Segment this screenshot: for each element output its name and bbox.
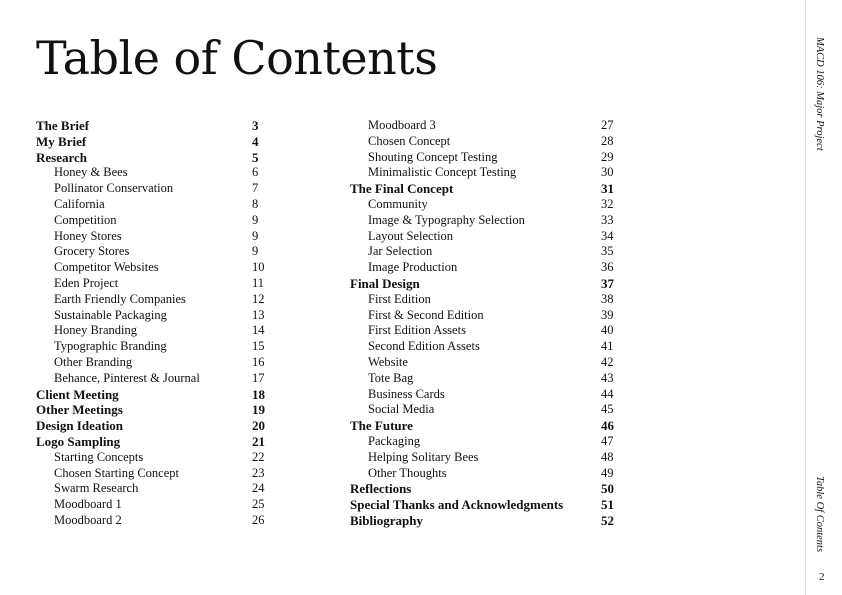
toc-entry-title: The Brief	[36, 118, 90, 133]
toc-entry-title: Swarm Research	[54, 481, 139, 496]
toc-subsection-row	[36, 308, 276, 324]
running-header-project: MACD 106: Major Project	[814, 37, 825, 151]
toc-subsection-row	[36, 244, 276, 260]
toc-entry-page: 45	[601, 402, 614, 417]
toc-subsection-row	[350, 292, 630, 308]
toc-subsection-row	[350, 308, 630, 324]
toc-entry-title: Reflections	[350, 481, 412, 497]
toc-subsection-row	[350, 355, 630, 371]
toc-subsection-row	[36, 197, 276, 213]
toc-entry-page: 18	[252, 386, 265, 402]
toc-entry-title: Eden Project	[54, 275, 119, 290]
toc-entry-page: 6	[252, 165, 259, 180]
toc-entry-page: 4	[252, 133, 259, 149]
toc-subsection-row	[350, 371, 630, 387]
toc-entry-page: 20	[252, 418, 265, 434]
toc-entry-page: 5	[252, 149, 259, 165]
toc-entry-page: 38	[601, 291, 614, 306]
toc-subsection-row	[350, 450, 630, 466]
toc-entry-page: 26	[252, 512, 265, 527]
toc-entry-title: Grocery Stores	[54, 244, 130, 259]
toc-subsection-row	[36, 213, 276, 229]
toc-subsection-row	[350, 244, 630, 260]
toc-subsection-row	[350, 118, 630, 134]
toc-section-row	[350, 418, 630, 434]
toc-entry-page: 31	[601, 181, 614, 197]
toc-entry-title: The Future	[350, 418, 413, 434]
toc-entry-title: Website	[368, 354, 408, 369]
toc-entry-title: Research	[36, 149, 88, 165]
toc-section-row	[350, 481, 630, 497]
toc-entry-page: 8	[252, 196, 259, 211]
toc-entry-page: 47	[601, 433, 614, 448]
toc-entry-title: My Brief	[36, 133, 87, 149]
toc-entry-page: 7	[252, 181, 259, 196]
toc-entry-title: Pollinator Conservation	[54, 181, 174, 196]
toc-subsection-row	[36, 497, 276, 513]
toc-subsection-row	[350, 260, 630, 276]
toc-section-row	[36, 150, 276, 166]
toc-subsection-row	[350, 197, 630, 213]
toc-entry-page: 49	[601, 465, 614, 480]
toc-entry-page: 3	[252, 118, 259, 133]
toc-entry-page: 12	[252, 291, 265, 306]
toc-entry-title: Image & Typography Selection	[368, 212, 525, 227]
toc-entry-page: 19	[252, 402, 265, 418]
margin-divider	[805, 0, 806, 595]
toc-entry-page: 40	[601, 323, 614, 338]
toc-entry-title: First & Second Edition	[368, 307, 484, 322]
toc-entry-title: Competition	[54, 212, 117, 227]
toc-entry-title: First Edition	[368, 291, 431, 306]
toc-subsection-row	[36, 229, 276, 245]
toc-entry-title: The Final Concept	[350, 181, 454, 197]
toc-entry-title: Other Thoughts	[368, 465, 447, 480]
toc-entry-title: Moodboard 2	[54, 512, 122, 527]
toc-section-row	[350, 276, 630, 292]
page-number: 2	[819, 571, 825, 583]
toc-entry-page: 46	[601, 418, 614, 434]
toc-subsection-row	[36, 466, 276, 482]
toc-entry-title: Other Meetings	[36, 402, 123, 418]
toc-subsection-row	[36, 481, 276, 497]
toc-column-right	[350, 118, 630, 529]
toc-entry-title: Second Edition Assets	[368, 339, 480, 354]
toc-entry-title: Moodboard 3	[368, 118, 436, 132]
toc-entry-title: Competitor Websites	[54, 260, 159, 275]
toc-entry-title: Sustainable Packaging	[54, 307, 167, 322]
toc-entry-page: 35	[601, 244, 614, 259]
toc-entry-page: 14	[252, 323, 265, 338]
toc-entry-title: Client Meeting	[36, 386, 119, 402]
toc-entry-page: 27	[601, 118, 614, 132]
toc-section-row	[36, 118, 276, 134]
running-header-section: Table Of Contents	[814, 476, 825, 553]
toc-entry-page: 24	[252, 481, 265, 496]
toc-subsection-row	[36, 513, 276, 529]
toc-entry-title: Design Ideation	[36, 418, 124, 434]
toc-entry-title: Jar Selection	[368, 244, 433, 259]
page-title: Table of Contents	[36, 31, 438, 85]
toc-subsection-row	[350, 323, 630, 339]
toc-entry-page: 22	[252, 449, 265, 464]
toc-entry-page: 25	[252, 497, 265, 512]
toc-entry-title: Typographic Branding	[54, 339, 167, 354]
toc-entry-page: 34	[601, 228, 614, 243]
toc-subsection-row	[350, 150, 630, 166]
toc-entry-title: California	[54, 196, 105, 211]
toc-entry-title: Earth Friendly Companies	[54, 291, 186, 306]
toc-subsection-row	[350, 387, 630, 403]
toc-entry-title: Other Branding	[54, 354, 133, 369]
toc-entry-title: Starting Concepts	[54, 449, 144, 464]
toc-entry-page: 32	[601, 196, 614, 211]
toc-section-row	[350, 497, 630, 513]
toc-entry-page: 50	[601, 481, 614, 497]
toc-entry-page: 13	[252, 307, 265, 322]
toc-entry-title: Image Production	[368, 260, 458, 275]
toc-entry-title: Chosen Starting Concept	[54, 465, 179, 480]
toc-entry-page: 11	[252, 275, 265, 290]
toc-entry-page: 37	[601, 275, 614, 291]
toc-entry-page: 21	[252, 433, 265, 449]
toc-entry-title: Honey Stores	[54, 228, 122, 243]
toc-subsection-row	[36, 260, 276, 276]
toc-subsection-row	[350, 229, 630, 245]
toc-entry-page: 48	[601, 449, 614, 464]
toc-subsection-row	[36, 181, 276, 197]
toc-entry-title: Special Thanks and Acknowledgments	[350, 497, 564, 513]
toc-entry-page: 17	[252, 370, 265, 385]
toc-entry-title: Business Cards	[368, 386, 445, 401]
toc-entry-title: Tote Bag	[368, 370, 414, 385]
toc-entry-page: 44	[601, 386, 614, 401]
toc-entry-title: Chosen Concept	[368, 133, 451, 148]
toc-subsection-row	[36, 276, 276, 292]
toc-section-row	[36, 134, 276, 150]
toc-entry-title: Honey Branding	[54, 323, 137, 338]
toc-subsection-row	[350, 402, 630, 418]
toc-entry-page: 15	[252, 339, 265, 354]
toc-subsection-row	[350, 213, 630, 229]
toc-entry-page: 42	[601, 354, 614, 369]
toc-entry-page: 23	[252, 465, 265, 480]
toc-subsection-row	[36, 450, 276, 466]
toc-entry-title: Final Design	[350, 275, 420, 291]
toc-subsection-row	[36, 355, 276, 371]
toc-entry-title: Helping Solitary Bees	[368, 449, 479, 464]
toc-section-row	[350, 513, 630, 529]
toc-entry-page: 9	[252, 228, 259, 243]
toc-subsection-row	[350, 466, 630, 482]
toc-entry-title: Moodboard 1	[54, 497, 122, 512]
toc-entry-title: Packaging	[368, 433, 421, 448]
toc-entry-page: 30	[601, 165, 614, 180]
toc-subsection-row	[36, 323, 276, 339]
toc-entry-title: Bibliography	[350, 512, 423, 528]
toc-section-row	[36, 418, 276, 434]
toc-section-row	[350, 181, 630, 197]
toc-entry-title: Minimalistic Concept Testing	[368, 165, 517, 180]
toc-entry-page: 16	[252, 354, 265, 369]
toc-entry-page: 41	[601, 339, 614, 354]
toc-section-row	[36, 434, 276, 450]
toc-section-row	[36, 402, 276, 418]
toc-subsection-row	[350, 165, 630, 181]
toc-subsection-row	[36, 339, 276, 355]
toc-entry-page: 29	[601, 149, 614, 164]
toc-subsection-row	[350, 339, 630, 355]
toc-entry-page: 43	[601, 370, 614, 385]
toc-entry-page: 9	[252, 212, 259, 227]
toc-entry-title: Social Media	[368, 402, 435, 417]
toc-subsection-row	[350, 434, 630, 450]
toc-entry-title: Logo Sampling	[36, 433, 121, 449]
toc-entry-page: 9	[252, 244, 259, 259]
toc-subsection-row	[350, 134, 630, 150]
toc-entry-title: First Edition Assets	[368, 323, 466, 338]
toc-subsection-row	[36, 292, 276, 308]
toc-entry-title: Honey & Bees	[54, 165, 128, 180]
toc-entry-page: 52	[601, 512, 614, 528]
toc-entry-page: 33	[601, 212, 614, 227]
toc-entry-title: Community	[368, 196, 428, 211]
toc-entry-title: Shouting Concept Testing	[368, 149, 498, 164]
toc-subsection-row	[36, 371, 276, 387]
toc-entry-title: Layout Selection	[368, 228, 454, 243]
toc-subsection-row	[36, 165, 276, 181]
toc-entry-title: Behance, Pinterest & Journal	[54, 370, 200, 385]
toc-section-row	[36, 387, 276, 403]
toc-entry-page: 39	[601, 307, 614, 322]
toc-entry-page: 10	[252, 260, 265, 275]
toc-entry-page: 51	[601, 497, 614, 513]
toc-column-left	[36, 118, 276, 529]
toc-entry-page: 36	[601, 260, 614, 275]
toc-entry-page: 28	[601, 133, 614, 148]
